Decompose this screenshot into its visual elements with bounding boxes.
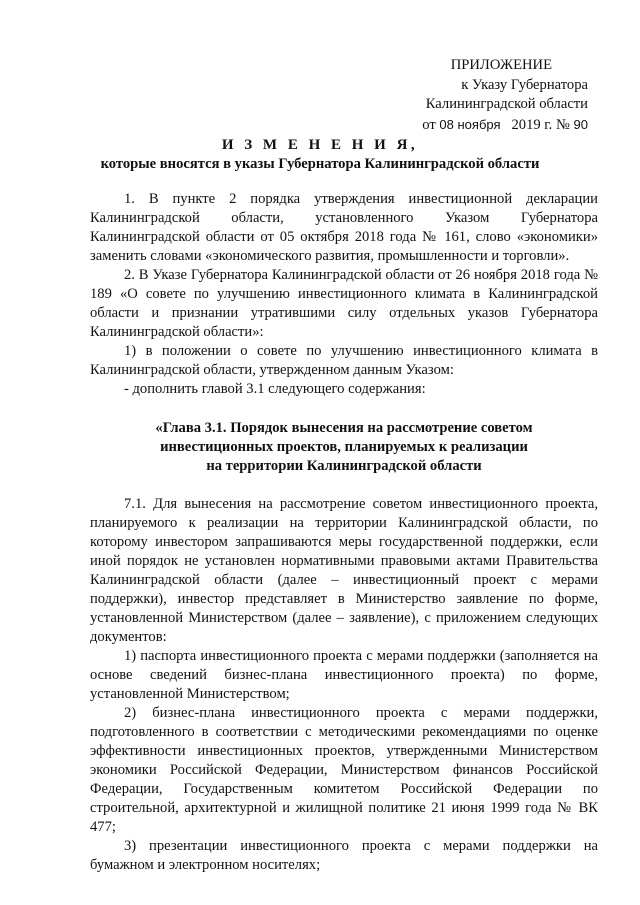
chapter-line-2: инвестиционных проектов, планируемых к реализации [160, 439, 528, 455]
paragraph-1: 1. В пункте 2 порядка утверждения инвестиционной декларации Калининградской области, установленного Указом Губернатора Калининградской области от 05 октября 2018 года № 161, слово «экономики» заменить словами «экономического развития, промышленности и торговли». [90, 191, 598, 264]
document-title [0, 136, 640, 174]
paragraph-4: - дополнить главой 3.1 следующего содержания: [124, 381, 426, 397]
chapter-heading [90, 419, 598, 476]
decree-number: 90 [573, 116, 588, 132]
paragraph-2: 2. В Указе Губернатора Калининградской области от 26 ноября 2018 года № 189 «О совете по улучшению инвестиционного климата в Калининградской области и признании утратившими силу отдельных указов Губернатора Калининградской области»: [90, 267, 598, 340]
annex-region: Калининградской области [425, 96, 588, 112]
paragraph-3: 1) в положении о совете по улучшению инвестиционного климата в Калининградской области, утвержденном данным Указом: [90, 343, 598, 378]
date-prefix: от [422, 116, 436, 133]
document-body [90, 190, 598, 875]
title-main: И З М Е Н Е Н И Я, [221, 137, 419, 153]
annex-subtitle: к Указу Губернатора [461, 76, 588, 93]
item-3-presentation: 3) презентации инвестиционного проекта с мерами поддержки на бумажном и электронном носителях; [90, 838, 598, 873]
title-subtitle: которые вносятся в указы Губернатора Калининградской области [100, 156, 540, 172]
item-7-1: 7.1. Для вынесения на рассмотрение советом инвестиционного проекта, планируемого к реализации на территории Калининградской области, по которому инвестором запрашиваются меры государственной поддержки, если иной порядок не установлен нормативными правовыми актами Правительства Калининградской области (далее – инвестиционный проект с мерами поддержки), инвестор представляет в Министерство заявление по форме, установленной Министерством (далее – заявление), с приложением следующих документов: [90, 496, 598, 645]
annex-title: ПРИЛОЖЕНИЕ [450, 57, 552, 73]
annex-header [422, 56, 588, 135]
chapter-line-1: «Глава 3.1. Порядок вынесения на рассмотрение советом [155, 420, 533, 436]
item-1-passport: 1) паспорта инвестиционного проекта с мерами поддержки (заполняется на основе сведений бизнес-плана инвестиционного проекта) по форме, установленной Министерством; [90, 648, 598, 702]
annex-date [422, 115, 588, 136]
chapter-line-3: на территории Калининградской области [206, 458, 482, 474]
date-year: 2019 г. № [511, 116, 570, 133]
date-day-month: 08 ноября [439, 116, 501, 132]
item-2-business-plan: 2) бизнес-плана инвестиционного проекта с мерами поддержки, подготовленного в соответствии с методическими рекомендациями по оценке эффективности инвестиционных проектов, утвержденными Министерством экономики Российской Федерации, Министерством финансов Российской Федерации, Государственным комитетом Российской Федерации по строительной, архитектурной и жилищной политике 21 июня 1999 года № ВК 477; [90, 705, 598, 835]
